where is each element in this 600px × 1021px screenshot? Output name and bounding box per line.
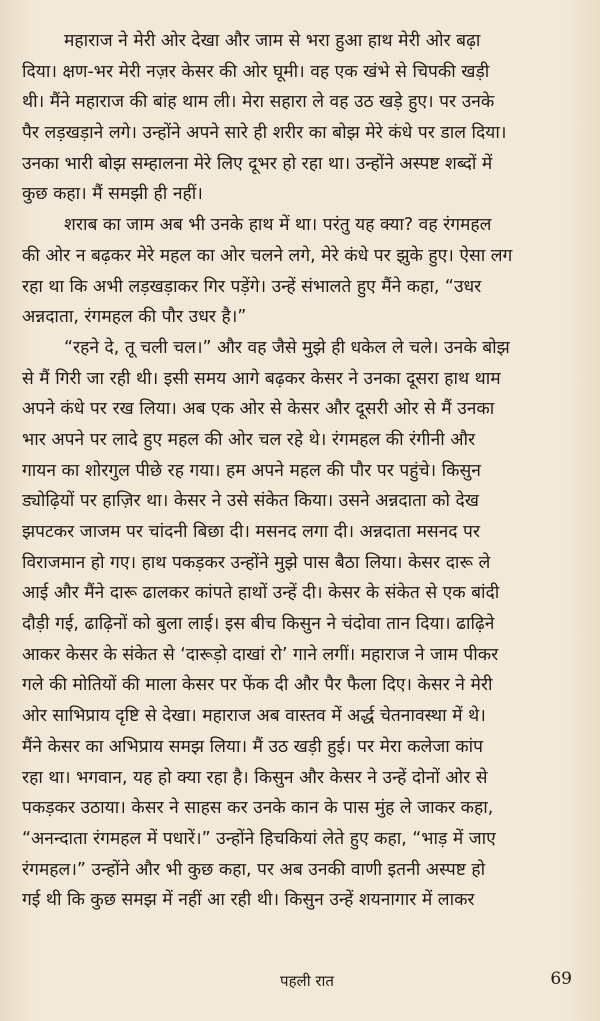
chapter-title: पहली रात	[280, 972, 334, 990]
paragraph-1	[22, 26, 578, 210]
text-line: की ओर न बढ़कर मेरे महल का ओर चलने लगे, मेरे कंधे पर झुके हुए। ऐसा लग	[22, 245, 513, 266]
text-line: शराब का जाम अब भी उनके हाथ में था। परंतु यह क्या? वह रंगमहल	[64, 215, 492, 236]
text-line: गले की मोतियों की माला केसर पर फेंक दी और पैर फैला दिए। केसर ने मेरी	[22, 675, 493, 696]
text-line: महाराज ने मेरी ओर देखा और जाम से भरा हुआ हाथ मेरी ओर बढ़ा	[64, 31, 481, 51]
text-line: कुछ कहा। मैं समझी ही नहीं।	[22, 184, 203, 205]
text-line: पकड़कर उठाया। केसर ने साहस कर उनके कान के पास मुंह ले जाकर कहा,	[22, 798, 494, 819]
text-line: से मैं गिरी जा रही थी। इसी समय आगे बढ़कर केसर ने उनका दूसरा हाथ थाम	[22, 368, 501, 389]
text-line: अपने कंधे पर रख लिया। अब एक ओर से केसर और दूसरी ओर से मैं उनका	[22, 399, 495, 420]
text-line: विराजमान हो गए। हाथ पकड़कर उन्होंने मुझे पास बैठा लिया। केसर दारू ले	[22, 552, 491, 573]
text-line: मैंने केसर का अभिप्राय समझ लिया। मैं उठ खड़ी हुई। पर मेरा कलेजा कांप	[22, 736, 484, 757]
page-number: 69	[550, 969, 572, 989]
text-line: रंगमहल।” उन्होंने और भी कुछ कहा, पर अब उनकी वाणी इतनी अस्पष्ट हो	[22, 859, 486, 880]
paragraph-2	[22, 210, 578, 333]
text-line: पैर लड़खड़ाने लगे। उन्होंने अपने सारे ही शरीर का बोझ मेरे कंधे पर डाल दिया।	[22, 123, 507, 144]
text-line: दिया। क्षण-भर मेरी नज़र केसर की ओर घूमी। वह एक खंभे से चिपकी खड़ी	[22, 61, 490, 82]
body-text	[22, 26, 578, 916]
page-footer	[0, 971, 600, 1001]
text-line: ओर साभिप्राय दृष्टि से देखा। महाराज अब वास्तव में अर्द्ध चेतनावस्था में थे।	[22, 706, 486, 727]
text-line: आकर केसर के संकेत से ‘दारूड़ो दाखां रो’ गाने लगीं। महाराज ने जाम पीकर	[22, 644, 499, 665]
text-line: गई थी कि कुछ समझ में नहीं आ रही थी। किसुन उन्हें शयनागार में लाकर	[22, 890, 475, 911]
text-line: उनका भारी बोझ सम्हालना मेरे लिए दूभर हो रहा था। उन्होंने अस्पष्ट शब्दों में	[22, 153, 493, 174]
text-line: आई और मैंने दारू ढालकर कांपते हाथों उन्हें दी। केसर के संकेत से एक बांदी	[22, 583, 500, 604]
text-line: थी। मैंने महाराज की बांह थाम ली। मेरा सहारा ले वह उठ खड़े हुए। पर उनके	[22, 92, 495, 113]
text-line: ड्योढ़ियों पर हाज़िर था। केसर ने उसे संकेत किया। उसने अन्नदाता को देख	[22, 491, 479, 512]
text-line: रहा था कि अभी लड़खड़ाकर गिर पड़ेंगे। उन्हें संभालते हुए मैंने कहा, “उधर	[22, 276, 482, 297]
text-line: रहा था। भगवान, यह हो क्या रहा है। किसुन और केसर ने उन्हें दोनों ओर से	[22, 767, 488, 788]
text-line: “अनन्दाता रंगमहल में पधारें।” उन्होंने हिचकियां लेते हुए कहा, “भाड़ में जाए	[22, 828, 496, 849]
text-line: “रहने दे, तू चली चल।” और वह जैसे मुझे ही धकेल ले चले। उनके बोझ	[64, 337, 510, 358]
paragraph-3	[22, 333, 578, 916]
text-line: झपटकर जाजम पर चांदनी बिछा दी। मसनद लगा दी। अन्नदाता मसनद पर	[22, 522, 481, 542]
text-line: अन्नदाता, रंगमहल की पौर उधर है।”	[22, 307, 247, 328]
text-line: दौड़ी गई, ढाढ़िनों को बुला लाई। इस बीच किसुन ने चंदोवा तान दिया। ढाढ़िने	[22, 614, 495, 635]
text-line: गायन का शोरगुल पीछे रह गया। हम अपने महल की पौर पर पहुंचे। किसुन	[22, 460, 481, 481]
text-line: भार अपने पर लादे हुए महल की ओर चल रहे थे। रंगमहल की रंगीनी और	[22, 429, 476, 450]
